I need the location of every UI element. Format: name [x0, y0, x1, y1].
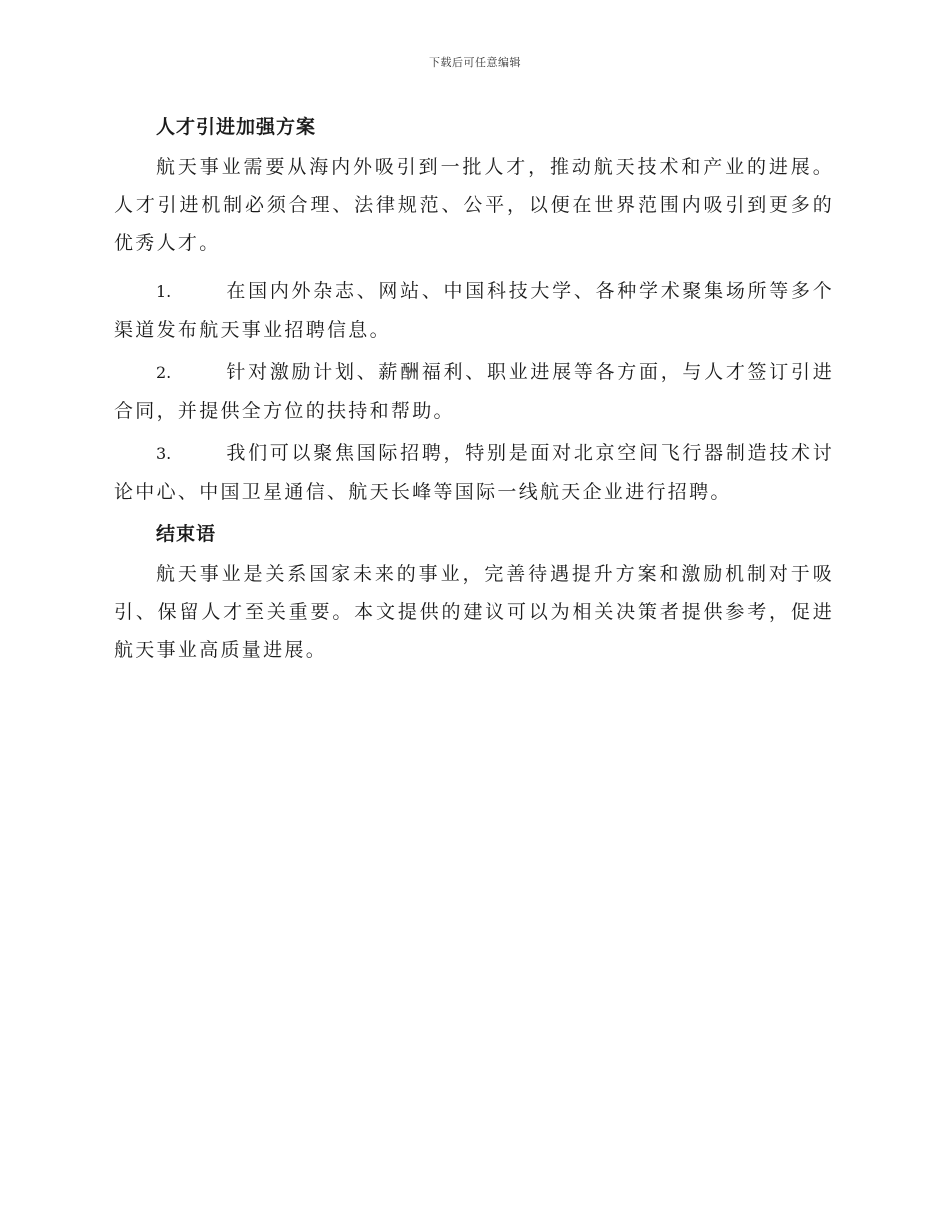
list-item [114, 353, 834, 430]
list-item-text: 我们可以聚焦国际招聘，特别是面对北京空间飞行器制造技术讨论中心、中国卫星通信、航天长峰等国际一线航天企业进行招聘。 [114, 442, 834, 503]
list-item-number: 1. [156, 282, 172, 301]
list-item-text: 针对激励计划、薪酬福利、职业进展等各方面，与人才签订引进合同，并提供全方位的扶持和帮助。 [114, 361, 834, 422]
list-item-number: 3. [156, 444, 172, 463]
list-item-text: 在国内外杂志、网站、中国科技大学、各种学术聚集场所等多个渠道发布航天事业招聘信息。 [114, 280, 834, 341]
list-item [114, 272, 834, 349]
conclusion-paragraph: 航天事业是关系国家未来的事业，完善待遇提升方案和激励机制对于吸引、保留人才至关重要。本文提供的建议可以为相关决策者提供参考，促进航天事业高质量进展。 [114, 563, 834, 661]
section-title-talent: 人才引进加强方案 [156, 116, 317, 138]
section-title-conclusion: 结束语 [156, 523, 217, 545]
header-note: 下载后可任意编辑 [429, 56, 521, 69]
document-body [114, 110, 834, 669]
list-item-number: 2. [156, 363, 172, 382]
section-intro-paragraph: 航天事业需要从海内外吸引到一批人才，推动航天技术和产业的进展。人才引进机制必须合理、法律规范、公平，以便在世界范围内吸引到更多的优秀人才。 [114, 156, 834, 254]
list-item [114, 434, 834, 511]
